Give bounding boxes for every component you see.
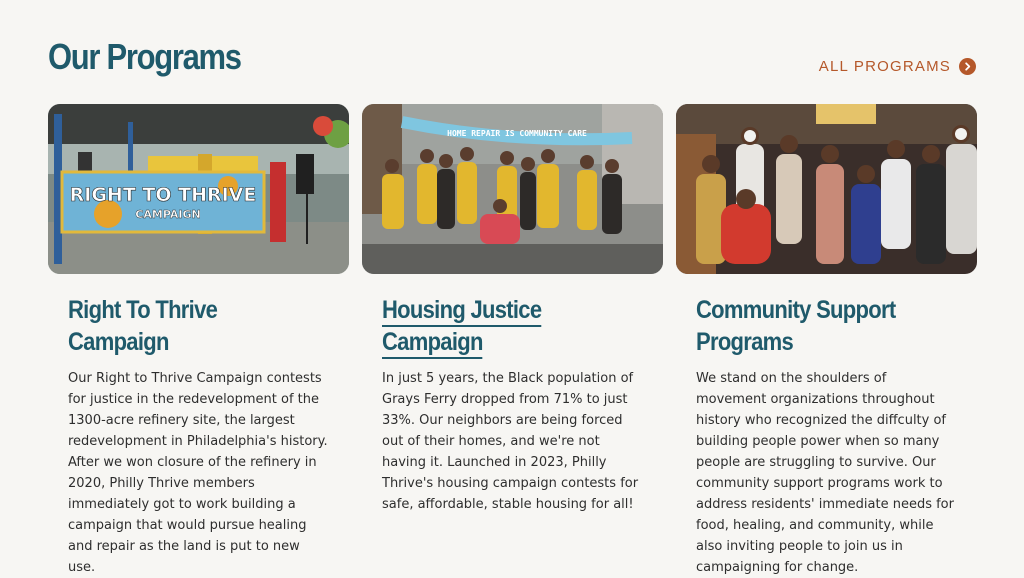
banner-text-line2: CAMPAIGN xyxy=(135,208,201,221)
program-card-community-support xyxy=(676,104,977,578)
housing-justice-photo[interactable] xyxy=(362,104,663,274)
community-support-photo[interactable] xyxy=(676,104,977,274)
program-description: Our Right to Thrive Campaign contests for justice in the redevelopment of the 1300-acre refinery site, the largest redevelopment in Philadelphia's history. After we won closure of the refinery in 2020, Philly Thrive members immediately got to work building a campaign that would pursue healing and repair as the land is put to new use. xyxy=(68,371,328,575)
all-programs-link[interactable] xyxy=(819,58,976,75)
program-title[interactable] xyxy=(382,294,637,358)
page-title: Our Programs xyxy=(48,36,241,77)
program-description: We stand on the shoulders of movement organizations throughout history who recognized the diffculty of building people power when so many people are struggling to survive. Our community support programs work to address residents' immediate needs for food, healing, and community, while also inviting people to join us in campaigning for change. xyxy=(696,371,954,575)
program-title[interactable]: Community Support Programs xyxy=(696,296,896,356)
banner-text-line1: RIGHT TO THRIVE xyxy=(69,184,257,206)
chevron-right-icon xyxy=(959,58,976,75)
program-title[interactable]: Right To Thrive Campaign xyxy=(68,296,218,356)
program-card-right-to-thrive xyxy=(48,104,349,578)
program-title-text[interactable]: Housing Justice Campaign xyxy=(382,296,541,359)
all-programs-label: ALL PROGRAMS xyxy=(818,58,951,75)
housing-banner-text: HOME REPAIR IS COMMUNITY CARE xyxy=(447,129,587,138)
right-to-thrive-photo[interactable] xyxy=(48,104,349,274)
program-description: In just 5 years, the Black population of Grays Ferry dropped from 71% to just 33%. Our neighbors are being forced out of their homes, and we're not having it. Launched in 2023, Philly Thrive's housing campaign contests for safe, affordable, stable housing for all! xyxy=(382,371,639,512)
program-card-housing-justice xyxy=(362,104,663,515)
